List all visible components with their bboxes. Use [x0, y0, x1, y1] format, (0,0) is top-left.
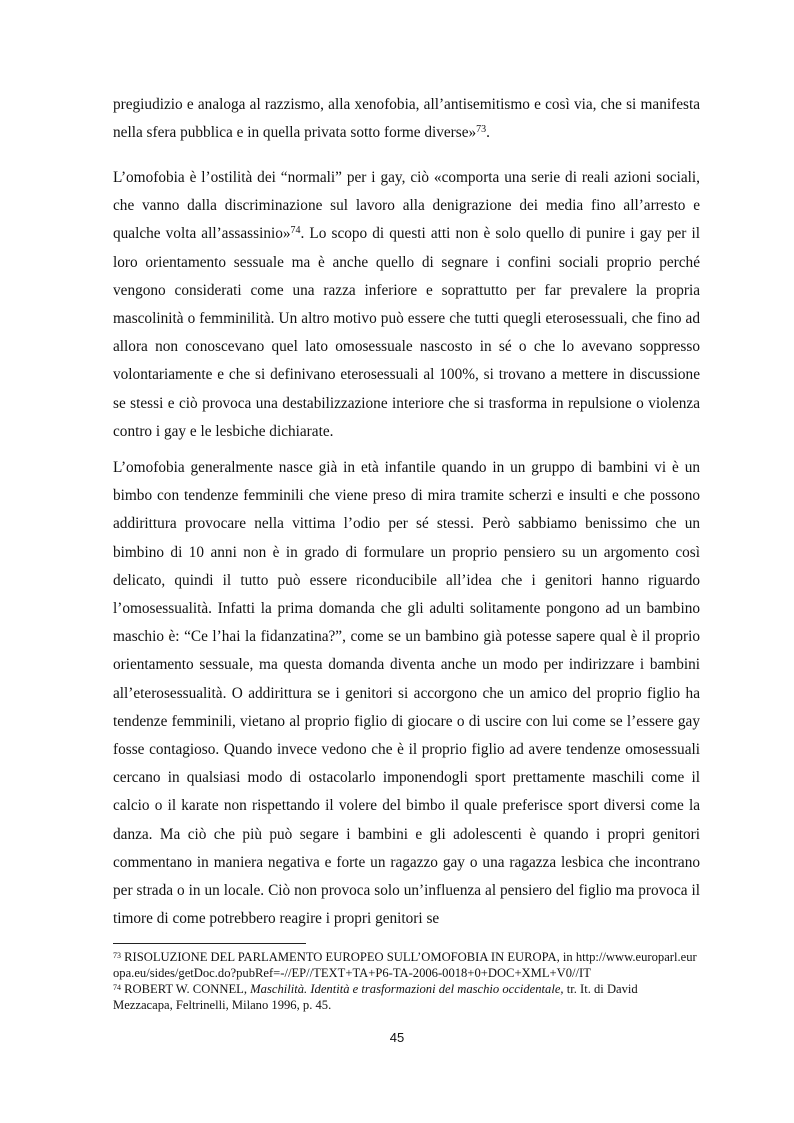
footnote-74 — [113, 981, 700, 1013]
footnote-73 — [113, 949, 700, 981]
footnote-73-text: RISOLUZIONE DEL PARLAMENTO EUROPEO SULL’OMOFOBIA IN EUROPA, in — [124, 950, 573, 964]
footnote-ref-73[interactable]: 73 — [476, 124, 487, 136]
page-number: 45 — [389, 1030, 405, 1045]
paragraph-3-text: L’omofobia generalmente nasce già in età infantile quando in un gruppo di bambini vi è un bimbo con tendenze femminili che viene preso di mira tramite scherzi e insulti e che possono addirittura provocare nella vittima l’odio per sé stessi. Però sabbiamo benissimo che un bimbino di 10 anni non è in grado di formulare un proprio pensiero su un argomento così delicato, quindi il tutto può essere riconducibile all’idea che i genitori hanno riguardo l’omosessualità. Infatti la prima domanda che gli adulti solitamente pongono ad un bambino maschio è: “Ce l’hai la fidanzatina?”, come se un bambino già potesse sapere qual è il proprio orientamento sessuale, ma questa domanda diventa anche un modo per indirizzare i bambini all’eterosessualità. O addirittura se i genitori si accorgono che un amico del proprio figlio ha tendenze femminili, vietano al proprio figlio di giocare o di uscire con lui come se l’essere gay fosse contagioso. Quando invece vedono che è il proprio figlio ad avere tendenze omosessuali cercano in qualsiasi modo di ostacolarlo imponendogli sport prettamente maschili come il calcio o il karate non rispettando il volere del bimbo il quale preferisce sport diversi come la danza. Ma ciò che più può segare i bambini e gli adolescenti è quando i propri genitori commentano in maniera negativa e forte un ragazzo gay o una ragazza lesbica che incontrano per strada o in un locale. Ciò non provoca solo un’influenza al pensiero del figlio ma provoca il timore di come potrebbero reagire i propri genitori se — [113, 459, 700, 928]
footnote-74-author: ROBERT W. CONNEL, — [124, 982, 251, 996]
footnote-74-title: Maschilità. Identità e trasformazioni del maschio occidentale, — [250, 982, 564, 996]
paragraph-2 — [113, 164, 700, 446]
paragraph-3 — [113, 454, 700, 933]
footnote-ref-74[interactable]: 74 — [290, 225, 301, 237]
footnotes — [113, 949, 700, 1013]
paragraph-1-end: . — [486, 124, 490, 142]
paragraph-1 — [113, 91, 700, 147]
footnote-number: 73 — [113, 951, 121, 960]
footnote-74-rest: tr. It. di David Mezzacapa, Feltrinelli, Milano 1996, p. 45. — [113, 982, 638, 1012]
paragraph-2-text-a: L’omofobia è l’ostilità dei “normali” per i gay, ciò «comporta una serie di reali azioni sociali, che vanno dalla discriminazione sul lavoro alla denigrazione dei media fino all’arresto e qualche volta all’assassinio» — [113, 169, 700, 243]
footnote-73-url[interactable]: http://www.europarl.europa.eu/sides/getDoc.do?pubRef=-//EP//TEXT+TA+P6-TA-2006-0018+0+DOC+XML+V0//IT — [113, 950, 697, 980]
paragraph-1-text: pregiudizio e analoga al razzismo, alla xenofobia, all’antisemitismo e così via, che si manifesta nella sfera pubblica e in quella privata sotto forme diverse» — [113, 96, 700, 142]
footnote-number: 74 — [113, 983, 121, 992]
paragraph-2-text-b: . Lo scopo di questi atti non è solo quello di punire i gay per il loro orientamento sessuale ma è anche quello di segnare i confini sociali proprio perché vengono considerati come una razza inferiore e soprattutto per far prevalere la propria mascolinità o femminilità. Un altro motivo può essere che tutti quegli eterosessuali, che fino ad allora non conoscevano quel lato omosessuale nascosto in sé o che lo avevano soppresso volontariamente e che si definivano eterosessuali al 100%, si trovano a mettere in discussione se stessi e ciò provoca una destabilizzazione interiore che si trasforma in repulsione o violenza contro i gay e le lesbiche dichiarate. — [113, 225, 700, 440]
footnote-separator — [113, 943, 306, 944]
